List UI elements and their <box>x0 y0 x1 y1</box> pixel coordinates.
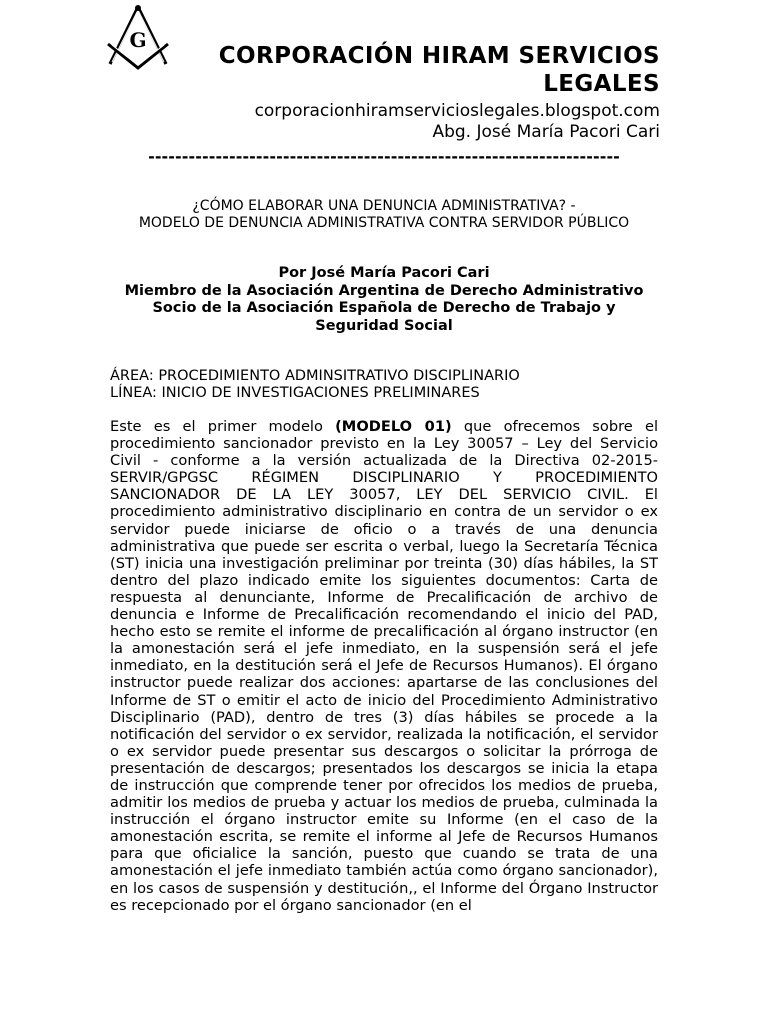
title-line-2: MODELO DE DENUNCIA ADMINISTRATIVA CONTRA SERVIDOR PÚBLICO <box>138 215 630 231</box>
line-label: LÍNEA: INICIO DE INVESTIGACIONES PRELIMINARES <box>110 385 480 401</box>
body-paragraph <box>110 418 658 914</box>
byline-author: Por José María Pacori Cari <box>278 265 490 281</box>
blog-url: corporacionhiramservicioslegales.blogspot.com <box>254 101 660 121</box>
model-label: (MODELO 01) <box>335 418 452 435</box>
separator-line: ---------------------------------------------------------------------- <box>148 147 620 166</box>
author-name: Abg. José María Pacori Cari <box>432 122 660 142</box>
body-intro: Este es el primer modelo <box>110 418 336 435</box>
byline <box>110 265 658 335</box>
byline-membership-1: Miembro de la Asociación Argentina de Derecho Administrativo <box>124 282 644 299</box>
document-title <box>110 198 658 232</box>
area-label: ÁREA: PROCEDIMIENTO ADMINSITRATIVO DISCIPLINARIO <box>110 368 520 384</box>
body-text: que ofrecemos sobre el procedimiento sancionador previsto en la Ley 30057 – Ley del Servicio Civil - conforme a la versión actualizada de la Directiva 02-2015-SERVIR/GPGSC RÉGIMEN DISCIPLINARIO Y PROCEDIMIENTO SANCIONADOR DE LA LEY 30057, LEY DEL SERVICIO CIVIL. El procedimiento administrativo disciplinario en contra de un servidor o ex servidor puede iniciarse de oficio o a través de una denuncia administrativa que puede ser escrita o verbal, luego la Secretaría Técnica (ST) inicia una investigación preliminar por treinta (30) días hábiles, la ST dentro del plazo indicado emite los siguientes documentos: Carta de respuesta al denunciante, Informe de Precalificación de archivo de denuncia e Informe de Precalificación recomendando el inicio del PAD, hecho esto se remite el informe de precalificación al órgano instructor (en la amonestación será el jefe inmediato, en la suspensión será el jefe inmediato, en la destitución será el Jefe de Recursos Humanos). El órgano instructor puede realizar dos acciones: apartarse de las conclusiones del Informe de ST o emitir el acto de inicio del Procedimiento Administrativo Disciplinario (PAD), dentro de tres (3) días hábiles se procede a la notificación del servidor o ex servidor, realizada la notificación, el servidor o ex servidor puede presentar sus descargos o solicitar la prórroga de presentación de descargos; presentados los descargos se inicia la etapa de instrucción que comprende tener por ofrecidos los medios de prueba, admitir los medios de prueba y actuar los medios de prueba, culminada la instrucción el órgano instructor emite su Informe (en el caso de la amonestación escrita, se remite el informe al Jefe de Recursos Humanos para que oficialice la sanción, puesto que cuando se trata de una amonestación el jefe inmediato también actúa como órgano sancionador), en los casos de suspensión y destitución,, el Informe del Órgano Instructor es recepcionado por el órgano sancionador (en el <box>110 418 658 914</box>
organization-name: CORPORACIÓN HIRAM SERVICIOS LEGALES <box>218 43 660 97</box>
title-line-1: ¿CÓMO ELABORAR UNA DENUNCIA ADMINISTRATIVA? - <box>192 198 576 214</box>
logo-letter-g: G <box>129 28 147 52</box>
square-and-compass-g-icon <box>104 4 172 70</box>
masonic-logo <box>104 4 172 70</box>
byline-membership-2: Socio de la Asociación Española de Derecho de Trabajo y Seguridad Social <box>152 300 616 334</box>
classification <box>110 368 658 402</box>
